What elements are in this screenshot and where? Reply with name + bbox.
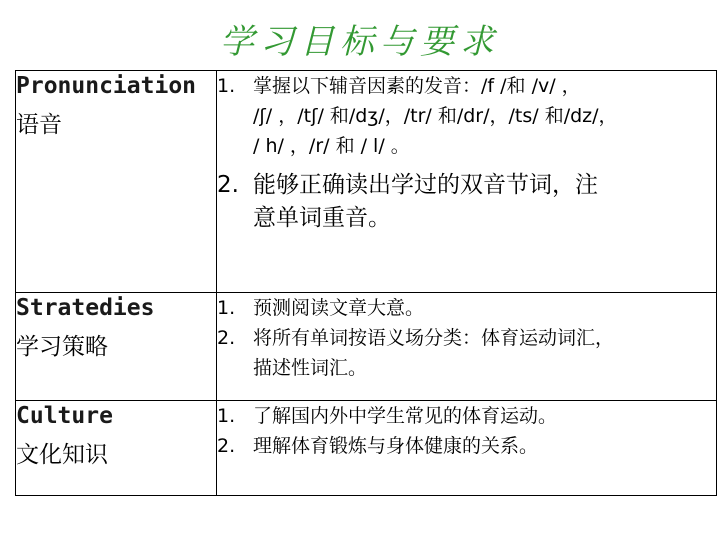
goal-list bbox=[217, 71, 716, 235]
item-number: 1. bbox=[217, 405, 236, 427]
item-number: 1. bbox=[217, 297, 236, 319]
list-item bbox=[217, 401, 716, 431]
list-item bbox=[217, 71, 716, 161]
goal-list bbox=[217, 401, 716, 461]
label-english: Culture bbox=[16, 403, 113, 429]
page-title: 学习目标与要求 bbox=[220, 22, 500, 62]
item-text: 能够正确读出学过的双音节词，注 bbox=[253, 172, 598, 198]
row-label bbox=[16, 401, 217, 496]
item-text: /ʃ/ ，/tʃ/ 和/dʒ/，/tr/ 和/dr/，/ts/ 和/dz/， bbox=[253, 105, 618, 127]
item-number: 2. bbox=[217, 435, 236, 457]
goal-list bbox=[217, 293, 716, 383]
label-english: Pronunciation bbox=[16, 73, 197, 99]
row-content bbox=[217, 293, 717, 401]
item-text: 预测阅读文章大意。 bbox=[253, 297, 425, 319]
item-number: 1. bbox=[217, 75, 236, 97]
list-item bbox=[217, 169, 716, 235]
item-number: 2. bbox=[217, 327, 236, 349]
row-content bbox=[217, 401, 717, 496]
item-text: 意单词重音。 bbox=[253, 205, 391, 231]
row-content bbox=[217, 71, 717, 293]
label-chinese: 语音 bbox=[16, 112, 62, 138]
item-number: 2. bbox=[217, 172, 239, 198]
label-english: Stratedies bbox=[16, 295, 155, 321]
item-text: 将所有单词按语义场分类：体育运动词汇， bbox=[253, 327, 615, 349]
item-text: 掌握以下辅音因素的发音：/f /和 /v/ ， bbox=[253, 75, 581, 97]
label-chinese: 文化知识 bbox=[16, 442, 108, 468]
label-chinese: 学习策略 bbox=[16, 334, 108, 360]
row-label bbox=[16, 71, 217, 293]
table-row-pronunciation bbox=[16, 71, 717, 293]
goals-table bbox=[15, 70, 717, 496]
row-label bbox=[16, 293, 217, 401]
list-item bbox=[217, 293, 716, 323]
table-row-culture bbox=[16, 401, 717, 496]
list-item bbox=[217, 431, 716, 461]
item-text: 描述性词汇。 bbox=[253, 357, 368, 379]
item-text: / h/ ，/r/ 和 / l/ 。 bbox=[253, 135, 410, 157]
item-text: 了解国内外中学生常见的体育运动。 bbox=[253, 405, 558, 427]
table-row-strategies bbox=[16, 293, 717, 401]
list-item bbox=[217, 323, 716, 383]
item-text: 理解体育锻炼与身体健康的关系。 bbox=[253, 435, 539, 457]
